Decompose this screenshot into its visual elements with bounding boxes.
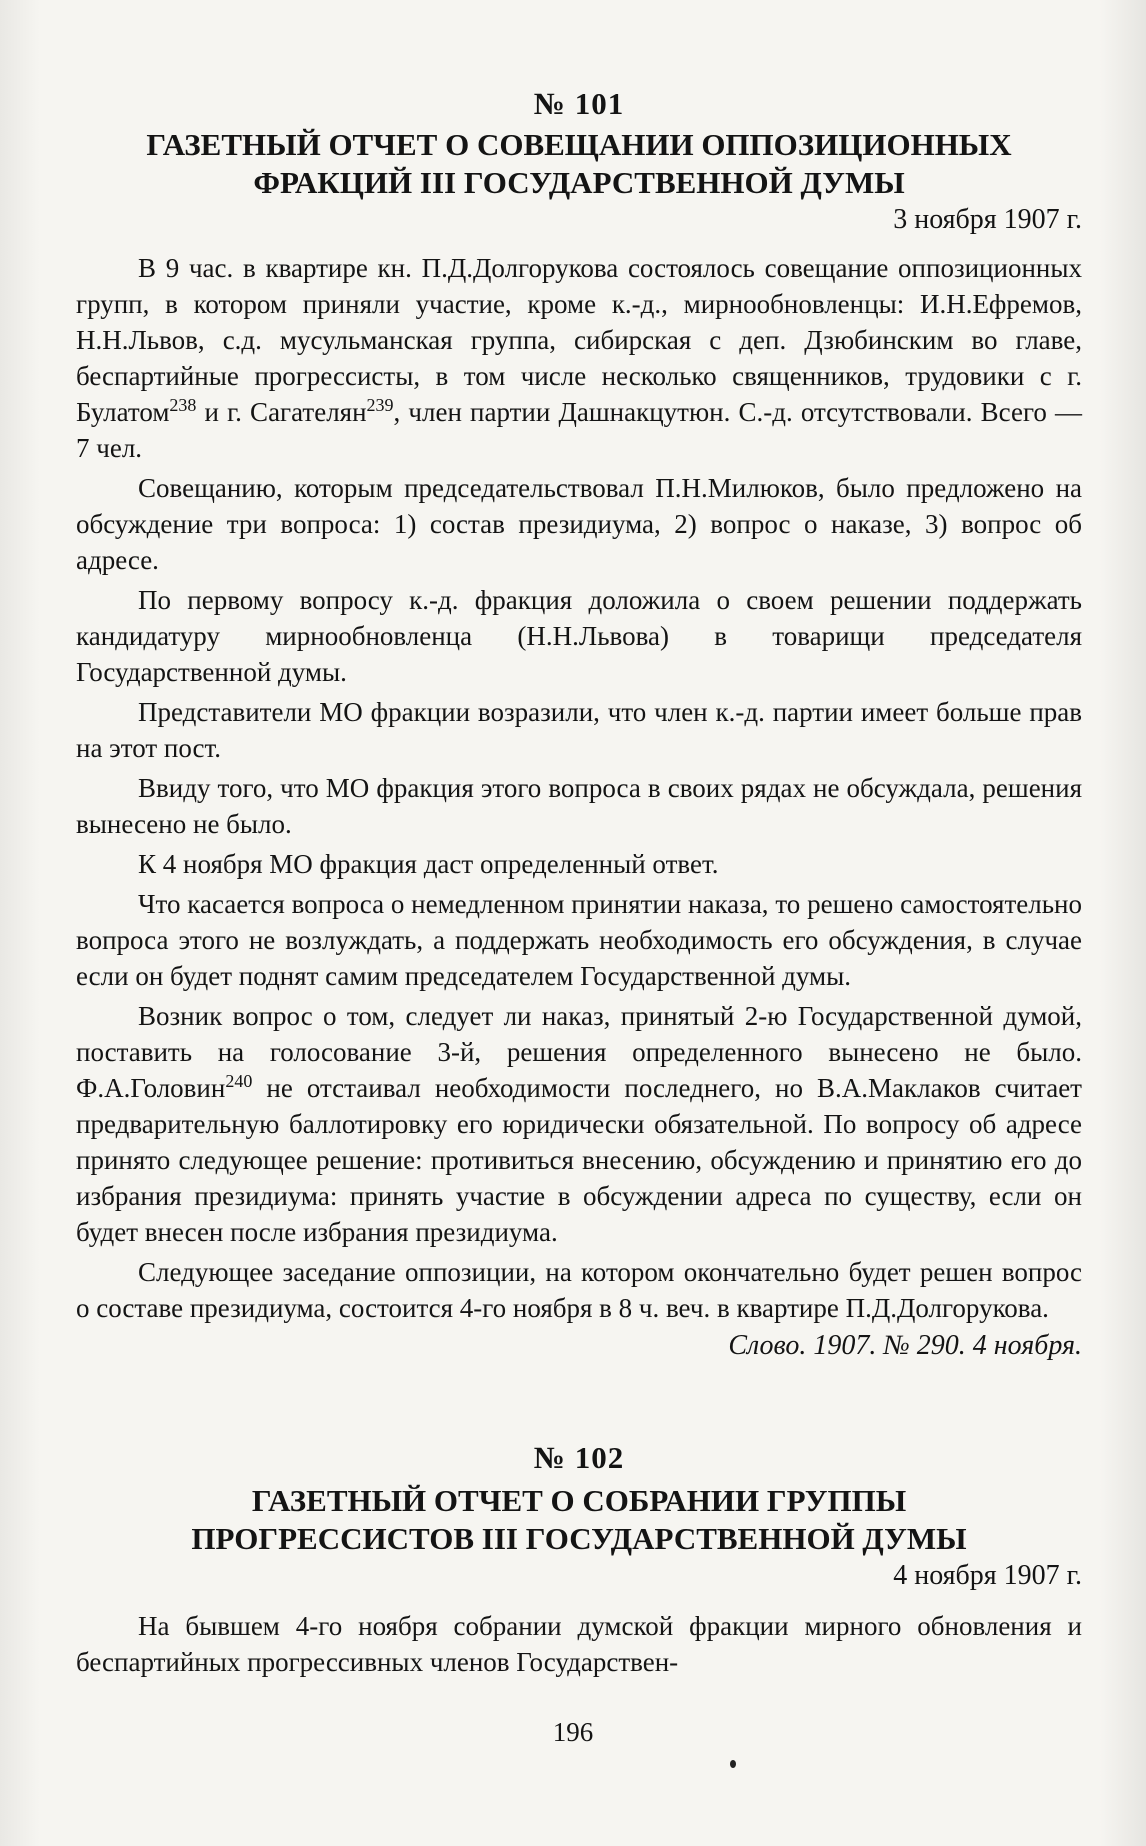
doc-number: № 102 [533, 1440, 625, 1475]
doc-title-line1: ГАЗЕТНЫЙ ОТЧЕТ О СОБРАНИИ ГРУППЫ [251, 1483, 907, 1518]
text-run: , член партии Дашнакцутюн. С.-д. отсутствовали. Всего — 7 чел. [76, 397, 1082, 463]
paragraph: Представители МО фракции возразили, что член к.-д. партии имеет больше прав на этот пост. [76, 697, 1082, 763]
document-102 [76, 1440, 1082, 1684]
doc-title [76, 126, 1082, 202]
page-number: 196 [552, 1717, 594, 1747]
paragraph: На бывшем 4-го ноября собрании думской фракции мирного обновления и беспартийных прогрессивных членов Государствен- [76, 1611, 1082, 1677]
paragraph: Что касается вопроса о немедленном принятии наказа, то решено самостоятельно вопроса этого не возлуждать, а поддержать необходимость его обсуждения, в случае если он будет поднят самим председателем Государственной думы. [76, 889, 1082, 991]
doc-title-line2: ФРАКЦИЙ III ГОСУДАРСТВЕННОЙ ДУМЫ [253, 165, 905, 200]
doc-title [76, 1482, 1082, 1558]
paragraph: По первому вопросу к.-д. фракция доложила о своем решении поддержать кандидатуру мирнообновленца (Н.Н.Львова) в товарищи председателя Государственной думы. [76, 585, 1082, 687]
text-run: Возник вопрос о том, следует ли наказ, принятый 2-ю Государственной думой, поставить на голосование 3-й, решения определенного вынесено не было. Ф.А.Головин [76, 1001, 1082, 1103]
doc-body [76, 1608, 1082, 1680]
doc-title-line1: ГАЗЕТНЫЙ ОТЧЕТ О СОВЕЩАНИИ ОППОЗИЦИОННЫХ [146, 127, 1012, 162]
paragraph: Совещанию, которым председательствовал П.Н.Милюков, было предложено на обсуждение три вопроса: 1) состав президиума, 2) вопрос о наказе, 3) вопрос об адресе. [76, 473, 1082, 575]
doc-body [76, 250, 1082, 1326]
footnote-ref: 238 [169, 395, 197, 415]
footnote-ref: 239 [366, 395, 394, 415]
doc-number: № 101 [533, 86, 625, 121]
print-speck [730, 1760, 736, 1768]
paragraph [76, 250, 1082, 466]
document-101 [76, 86, 1082, 1362]
paragraph [76, 998, 1082, 1250]
text-run: не отстаивал необходимости последнего, но В.А.Маклаков считает предварительную баллотировку его юридически обязательной. По вопросу об адресе принято следующее решение: противиться внесению, обсуждению и принятию его до избрания президиума: принять участие в обсуждении адреса по существу, если он будет внесен после избрания президиума. [76, 1073, 1082, 1247]
doc-date: 4 ноября 1907 г. [893, 1560, 1082, 1591]
source-citation: Слово. 1907. № 290. 4 ноября. [728, 1330, 1082, 1361]
doc-date: 3 ноября 1907 г. [893, 204, 1082, 235]
paragraph: Следующее заседание оппозиции, на котором окончательно будет решен вопрос о составе президиума, состоится 4-го ноября в 8 ч. веч. в квартире П.Д.Долгорукова. [76, 1257, 1082, 1323]
doc-title-line2: ПРОГРЕССИСТОВ III ГОСУДАРСТВЕННОЙ ДУМЫ [191, 1521, 967, 1556]
text-run: и г. Сагателян [196, 397, 367, 427]
paragraph: Ввиду того, что МО фракция этого вопроса в своих рядах не обсуждала, решения вынесено не было. [76, 773, 1082, 839]
text-run: В 9 час. в квартире кн. П.Д.Долгорукова состоялось совещание оппозиционных групп, в котором приняли участие, кроме к.-д., мирнообновленцы: И.Н.Ефремов, Н.Н.Львов, с.д. мусульманская группа, сибирская с деп. Дзюбинским во главе, беспартийные прогрессисты, в том числе несколько священников, трудовики с г. Булатом [76, 253, 1082, 427]
footnote-ref: 240 [225, 1071, 253, 1091]
paragraph: К 4 ноября МО фракция даст определенный ответ. [138, 849, 719, 879]
